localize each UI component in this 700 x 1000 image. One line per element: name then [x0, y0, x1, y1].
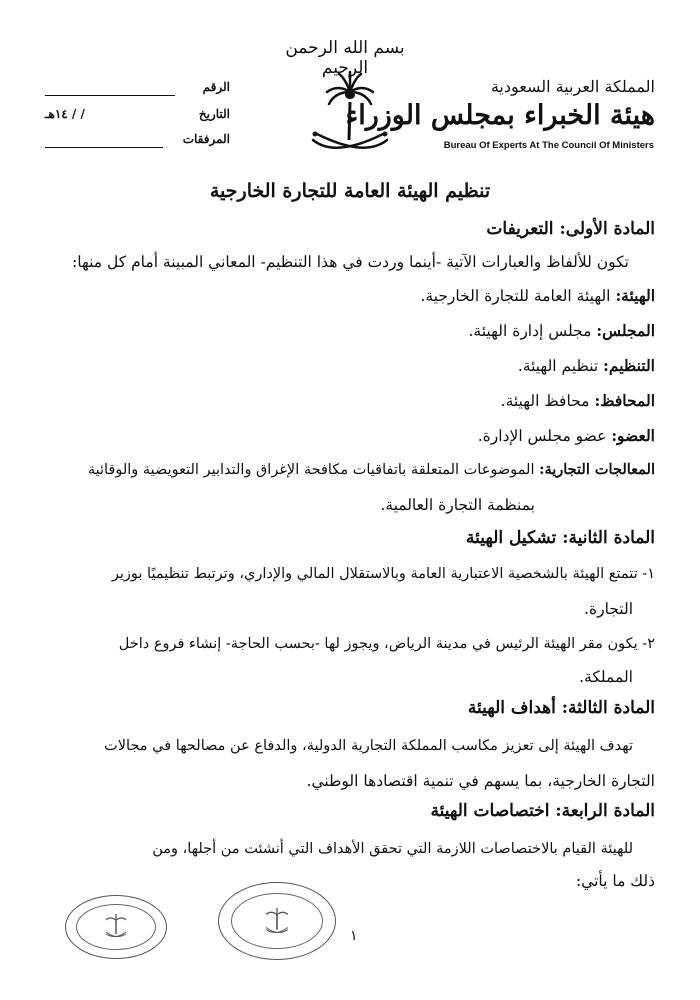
article2-item2: ٢- يكون مقر الهيئة الرئيس في مدينة الرياض، ويجوز لها -بحسب الحاجة- إنشاء فروع داخل — [118, 636, 655, 652]
ref-number-line — [45, 95, 175, 96]
article2-item1-continuation: التجارة. — [584, 600, 633, 618]
article3-line2: التجارة الخارجية، بما يسهم في تنمية اقتصادها الوطني. — [306, 772, 655, 790]
date-label: التاريخ — [198, 107, 230, 121]
official-seal-right — [218, 882, 336, 960]
definition-item: الهيئة: الهيئة العامة للتجارة الخارجية. — [420, 286, 655, 305]
definition-item: المجلس: مجلس إدارة الهيئة. — [468, 321, 655, 340]
article2-heading: المادة الثانية: تشكيل الهيئة — [465, 528, 655, 548]
org-name-english: Bureau Of Experts At The Council Of Ministers — [443, 140, 654, 151]
org-name: هيئة الخبراء بمجلس الوزراء — [345, 100, 655, 131]
article4-heading: المادة الرابعة: اختصاصات الهيئة — [430, 801, 655, 821]
document-title: تنظيم الهيئة العامة للتجارة الخارجية — [209, 180, 491, 202]
article2-item2-continuation: المملكة. — [579, 668, 633, 686]
page-number: ١ — [350, 928, 358, 944]
article1-intro: تكون للألفاظ والعبارات الآتية -أينما وردت في هذا التنظيم- المعاني المبينة أمام كل منها: — [72, 253, 629, 271]
attachments-line — [45, 147, 163, 148]
article3-line1: تهدف الهيئة إلى تعزيز مكاسب المملكة التجارية الدولية، والدفاع عن مصالحها في مجالات — [104, 738, 633, 754]
definition-item: المحافظ: محافظ الهيئة. — [500, 391, 655, 410]
palm-emblem-icon — [264, 905, 290, 937]
ref-number-label: الرقم — [202, 80, 230, 94]
definition-item: التنظيم: تنظيم الهيئة. — [517, 356, 655, 375]
article1-heading: المادة الأولى: التعريفات — [486, 219, 655, 239]
palm-emblem-icon — [104, 912, 128, 940]
definition-item: المعالجات التجارية: الموضوعات المتعلقة باتفاقيات مكافحة الإغراق والتدابير التعويضية والوقائية — [87, 461, 655, 478]
official-seal-left — [65, 895, 167, 959]
date-value: / / ١٤هـ — [45, 107, 85, 121]
org-country: المملكة العربية السعودية — [490, 77, 655, 96]
article4-line1: للهيئة القيام بالاختصاصات اللازمة التي تحقق الأهداف التي أنشئت من أجلها، ومن — [152, 841, 633, 857]
attachments-row — [45, 132, 230, 152]
attachments-label: المرفقات — [182, 132, 230, 146]
definition-item-continuation: بمنظمة التجارة العالمية. — [380, 496, 535, 514]
article2-item1: ١- تتمتع الهيئة بالشخصية الاعتبارية العامة وبالاستقلال المالي والإداري، وترتبط تنظيميًا بوزير — [111, 566, 655, 582]
basmala: بسم الله الرحمن الرحيم — [285, 38, 405, 78]
article4-line2: ذلك ما يأتي: — [575, 872, 655, 890]
date-row — [45, 107, 230, 127]
ref-number-row — [45, 80, 230, 100]
definition-item: العضو: عضو مجلس الإدارة. — [477, 426, 655, 445]
article3-heading: المادة الثالثة: أهداف الهيئة — [467, 698, 655, 718]
